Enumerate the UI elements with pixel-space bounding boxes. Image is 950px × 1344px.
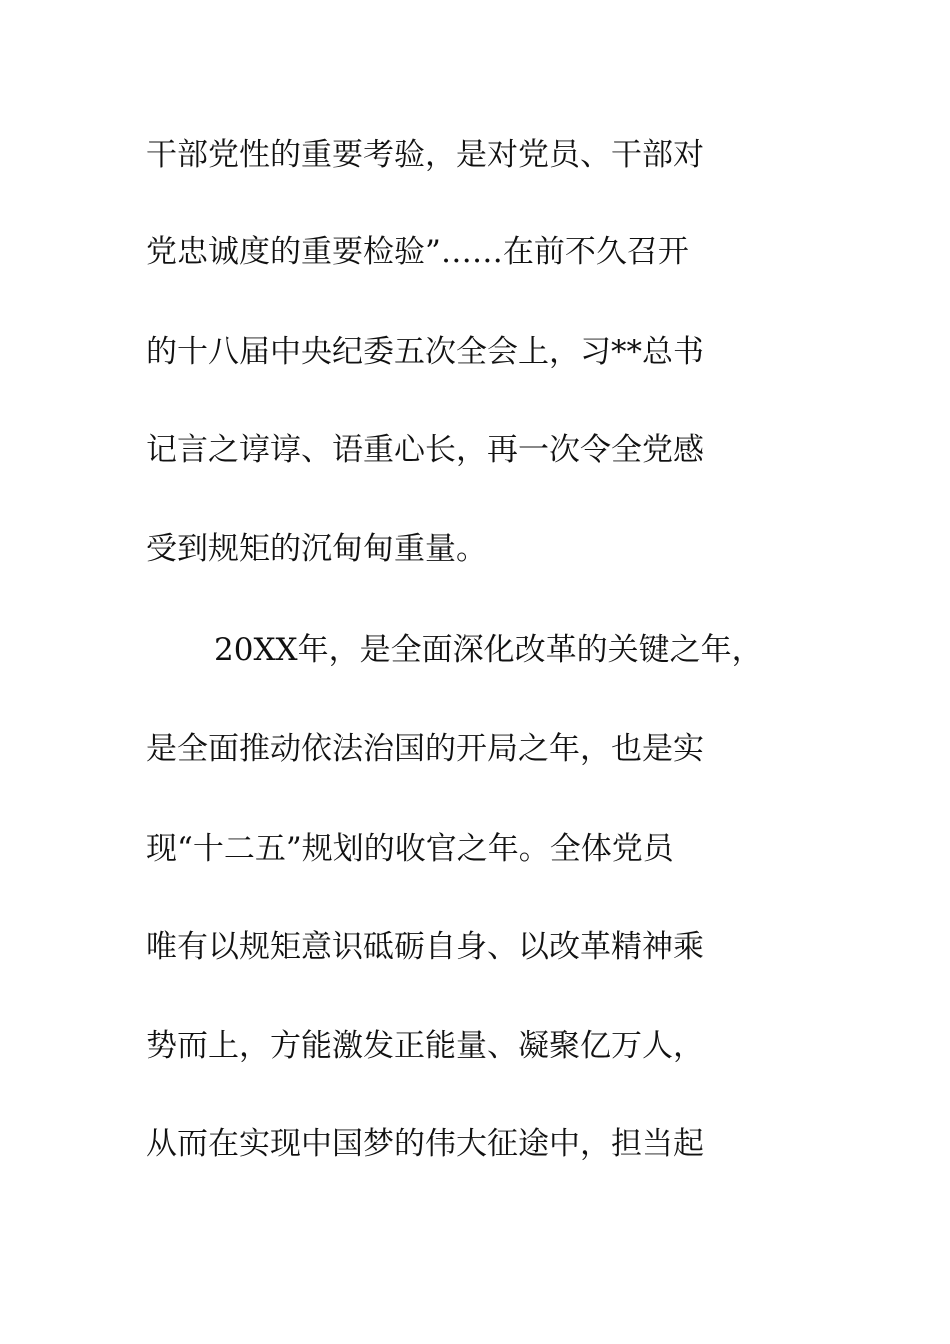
- text-line: 是全面推动依法治国的开局之年，也是实: [146, 731, 704, 767]
- text-line: 党忠诚度的重要检验”……在前不久召开: [146, 234, 689, 270]
- text-line: 现“十二五”规划的收官之年。全体党员: [146, 831, 674, 867]
- text-line: 受到规矩的沉甸甸重量。: [146, 531, 487, 567]
- text-line: 唯有以规矩意识砥砺自身、以改革精神乘: [146, 929, 704, 965]
- text-line: 从而在实现中国梦的伟大征途中，担当起: [146, 1126, 704, 1162]
- text-line: 势而上，方能激发正能量、凝聚亿万人，: [146, 1028, 704, 1064]
- paragraph-first-line: 20XX年，是全面深化改革的关键之年，: [214, 632, 763, 668]
- text-line: 干部党性的重要考验，是对党员、干部对: [146, 137, 704, 173]
- text-line: 的十八届中央纪委五次全会上，习**总书: [146, 334, 704, 370]
- text-line: 记言之谆谆、语重心长，再一次令全党感: [146, 432, 704, 468]
